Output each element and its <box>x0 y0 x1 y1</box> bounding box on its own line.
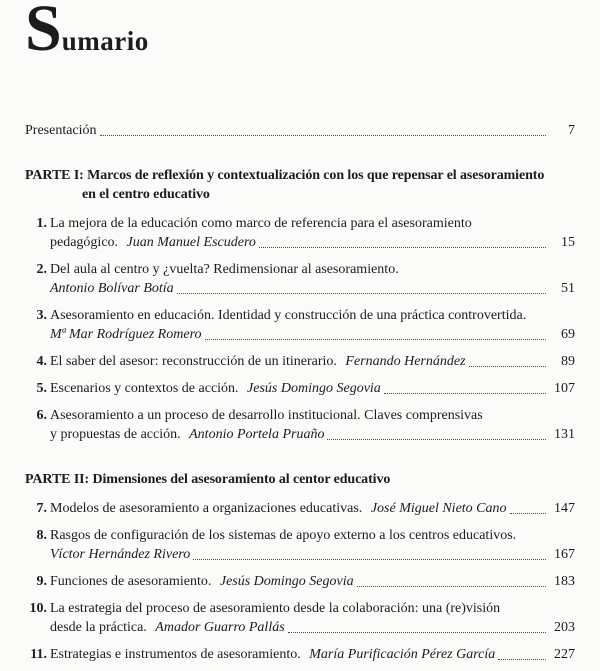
part-prefix: PARTE I: <box>25 168 84 183</box>
toc-entry-4 <box>25 352 575 371</box>
toc-entry-1 <box>25 214 575 252</box>
page-number: 203 <box>554 620 575 635</box>
entry-title: Modelos de asesoramiento a organizaciones educativas. <box>50 501 366 516</box>
part-heading-2 <box>25 470 575 489</box>
dotted-leader <box>205 339 547 340</box>
entry-number: 1. <box>36 216 47 231</box>
toc-entry-6 <box>25 406 575 444</box>
dotted-leader <box>510 513 546 514</box>
page-number: 147 <box>554 501 575 516</box>
toc-entry-9 <box>25 572 575 591</box>
dotted-leader <box>384 393 546 394</box>
toc-entry-7 <box>25 499 575 518</box>
entry-title: Funciones de asesoramiento. <box>50 574 215 589</box>
entry-title: Estrategias e instrumentos de asesoramiento. <box>50 647 305 662</box>
dotted-leader <box>469 366 546 367</box>
entry-author: Antonio Bolívar Botía <box>50 281 174 296</box>
part-title-line2: en el centro educativo <box>82 187 210 202</box>
entry-author: José Miguel Nieto Cano <box>370 501 507 516</box>
page-number: 227 <box>554 647 575 662</box>
entry-number: 3. <box>36 308 47 323</box>
entry-number: 2. <box>36 262 47 277</box>
entry-author: Mª Mar Rodríguez Romero <box>50 327 202 342</box>
page-title <box>25 0 575 65</box>
entry-number: 6. <box>36 408 47 423</box>
toc-entry-10 <box>25 599 575 637</box>
toc-entry-3 <box>25 306 575 344</box>
entry-title-cont: y propuestas de acción. <box>50 427 185 442</box>
toc-entry-2 <box>25 260 575 298</box>
entry-number: 7. <box>36 501 47 516</box>
front-matter-label: Presentación <box>25 123 97 138</box>
entry-author: Antonio Portela Pruaño <box>189 427 325 442</box>
part-title-line1: Marcos de reflexión y contextualización con los que repensar el asesoramiento <box>87 168 545 183</box>
entry-title: Asesoramiento en educación. Identidad y construcción de una práctica controvertida. <box>50 308 527 323</box>
entry-author: María Purificación Pérez García <box>309 647 496 662</box>
entry-title: Rasgos de configuración de los sistemas de apoyo externo a los centros educativos. <box>50 528 517 543</box>
dotted-leader <box>177 293 546 294</box>
page-number: 107 <box>554 381 575 396</box>
entry-title: Escenarios y contextos de acción. <box>50 381 243 396</box>
page-number: 89 <box>561 354 575 369</box>
page-number: 183 <box>554 574 575 589</box>
page-number: 15 <box>561 235 575 250</box>
entry-number: 10. <box>29 601 47 616</box>
entry-author: Fernando Hernández <box>345 354 466 369</box>
part-prefix: PARTE II: <box>25 472 90 487</box>
entry-title: La mejora de la educación como marco de referencia para el asesoramiento <box>50 216 472 231</box>
part-heading-1 <box>25 166 575 204</box>
part-1-entries <box>25 214 575 444</box>
entry-number: 8. <box>36 528 47 543</box>
entry-number: 5. <box>36 381 47 396</box>
dotted-leader <box>498 659 546 660</box>
title-drop-cap: S <box>25 0 62 65</box>
entry-author: Amador Guarro Pallás <box>155 620 285 635</box>
entry-title: Del aula al centro y ¿vuelta? Redimensionar al asesoramiento. <box>50 262 399 277</box>
dotted-leader <box>100 135 546 136</box>
toc-entry-8 <box>25 526 575 564</box>
title-rest: umario <box>61 26 149 56</box>
entry-author: Jesús Domingo Segovia <box>219 574 354 589</box>
part-title-line1: Dimensiones del asesoramiento al centor educativo <box>92 472 391 487</box>
entry-title: La estrategia del proceso de asesoramiento desde la colaboración: una (re)visión <box>50 601 501 616</box>
entry-number: 11. <box>30 647 47 662</box>
toc-entry-5 <box>25 379 575 398</box>
dotted-leader <box>288 632 546 633</box>
dotted-leader <box>357 586 546 587</box>
front-matter-row <box>25 121 575 140</box>
entry-title: El saber del asesor: reconstrucción de un itinerario. <box>50 354 341 369</box>
entry-author: Víctor Hernández Rivero <box>50 547 191 562</box>
part-2-entries <box>25 499 575 664</box>
dotted-leader <box>193 559 546 560</box>
page-number: 7 <box>568 123 575 138</box>
toc-entry-11 <box>25 645 575 664</box>
entry-title: Asesoramiento a un proceso de desarrollo institucional. Claves comprensivas <box>50 408 483 423</box>
page-number: 51 <box>561 281 575 296</box>
dotted-leader <box>327 439 546 440</box>
entry-author: Juan Manuel Escudero <box>126 235 256 250</box>
entry-title-cont: pedagógico. <box>50 235 122 250</box>
page-number: 167 <box>554 547 575 562</box>
entry-number: 9. <box>36 574 47 589</box>
page-number: 69 <box>561 327 575 342</box>
dotted-leader <box>259 247 546 248</box>
entry-title-cont: desde la práctica. <box>50 620 151 635</box>
entry-number: 4. <box>36 354 47 369</box>
page-number: 131 <box>554 427 575 442</box>
entry-author: Jesús Domingo Segovia <box>247 381 381 396</box>
